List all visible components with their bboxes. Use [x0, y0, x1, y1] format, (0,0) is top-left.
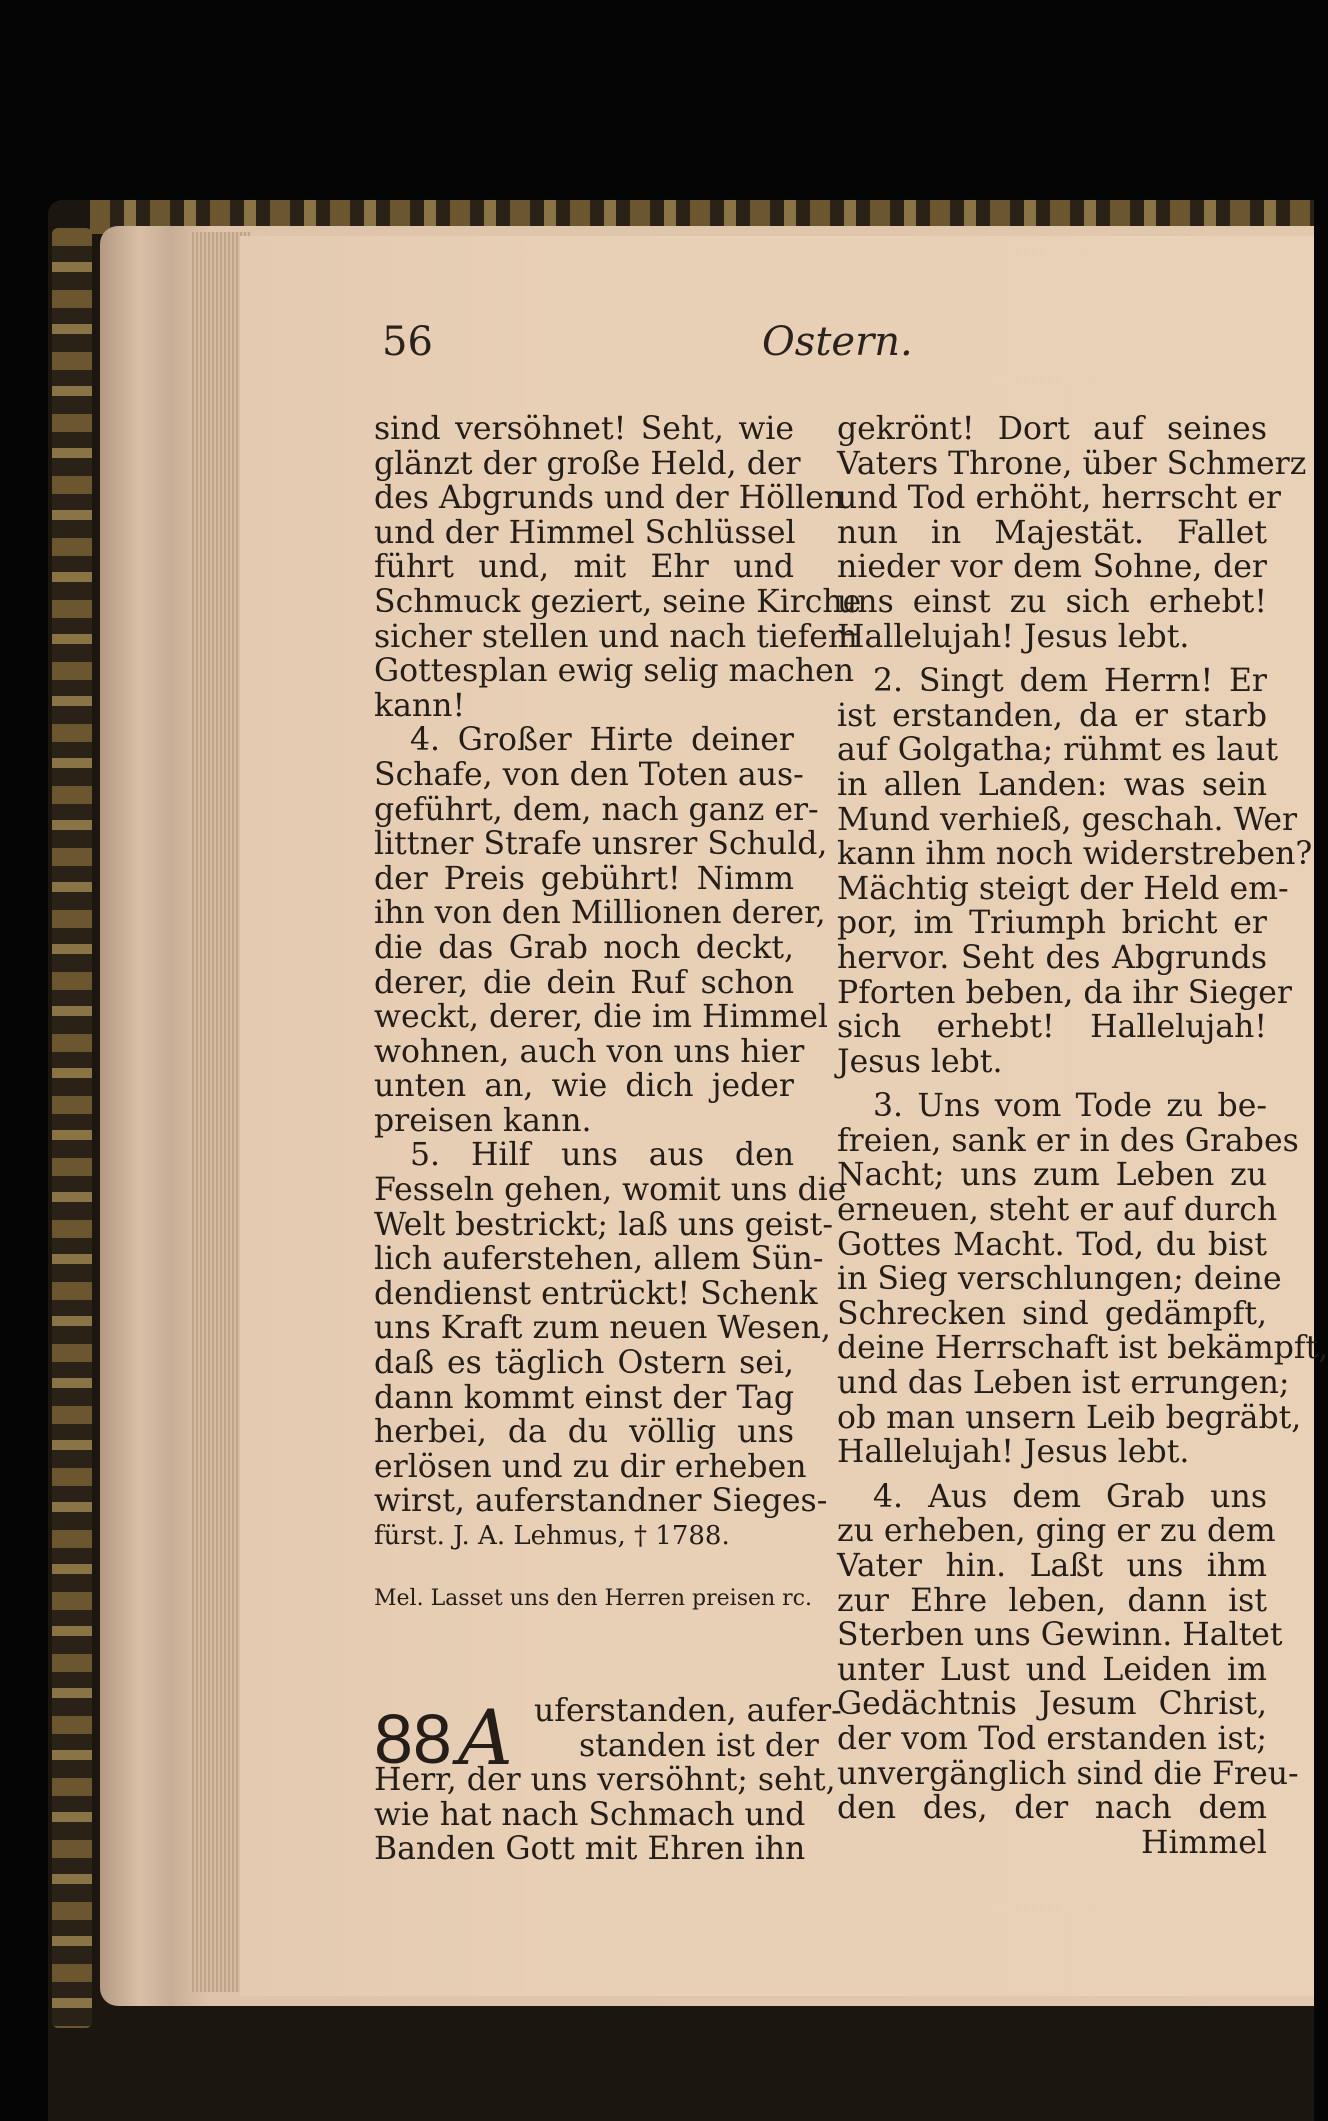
page-number: 56	[382, 319, 433, 365]
text-line: auf Golgatha; rühmt es laut	[837, 732, 1279, 769]
text-line: uferstanden, aufer-	[534, 1693, 842, 1729]
text-line: herbei, da du völlig uns	[374, 1414, 794, 1451]
text-line: dendienst entrückt! Schenk	[374, 1275, 818, 1312]
text-line: Gottes Macht. Tod, du bist	[837, 1226, 1267, 1263]
text-line: zu erheben, ging er zu dem	[837, 1513, 1276, 1550]
text-line: in allen Landen: was sein	[837, 766, 1267, 803]
text-line: ihn von den Millionen derer,	[374, 895, 826, 932]
text-line: hervor. Seht des Abgrunds	[837, 939, 1267, 976]
hymn-initial: A	[458, 1693, 513, 1782]
text-line: dann kommt einst der Tag	[374, 1379, 794, 1416]
text-line: Nacht; uns zum Leben zu	[837, 1157, 1267, 1194]
text-line: Sterben uns Gewinn. Haltet	[837, 1617, 1283, 1654]
section-title: Ostern.	[762, 319, 913, 365]
hymn-number: 88	[374, 1700, 452, 1778]
text-line: Schmuck geziert, seine Kirche	[374, 583, 862, 620]
melody-line: Mel. Lasset uns den Herren preisen rc.	[374, 1585, 812, 1611]
text-line: und Tod erhöht, herrscht er	[837, 480, 1281, 517]
text-line: Pforten beben, da ihr Sieger	[837, 974, 1292, 1011]
hymn-text	[374, 1693, 842, 1868]
verse-start: 3. Uns vom Tode zu be-	[873, 1088, 1267, 1125]
text-line: ist erstanden, da er starb	[837, 697, 1267, 734]
text-line: standen ist der	[579, 1727, 819, 1764]
text-line: uns Kraft zum neuen Wesen,	[374, 1310, 831, 1347]
text-line: Welt bestrickt; laß uns geist-	[374, 1206, 833, 1243]
text-line: littner Strafe unsrer Schuld,	[374, 826, 828, 863]
text-line: in Sieg verschlungen; deine	[837, 1261, 1282, 1298]
text-line: und der Himmel Schlüssel	[374, 514, 796, 551]
text-line: Hallelujah! Jesus lebt.	[837, 1434, 1190, 1471]
text-line: kann!	[374, 687, 466, 724]
verse-start: 2. Singt dem Herrn! Er	[873, 663, 1267, 700]
text-line: sich erhebt! Hallelujah!	[837, 1009, 1267, 1046]
text-line: derer, die dein Ruf schon	[374, 964, 794, 1001]
text-line: wirst, auferstandner Sieges-	[374, 1483, 828, 1520]
text-line: ob man unsern Leib begräbt,	[837, 1399, 1302, 1436]
text-line: wie hat nach Schmach und	[374, 1796, 806, 1833]
text-line: Vater hin. Laßt uns ihm	[837, 1548, 1267, 1584]
text-line: und das Leben ist errungen;	[837, 1365, 1290, 1402]
text-line: kann ihm noch widerstreben?	[837, 836, 1313, 873]
cover-side-ornament	[52, 228, 92, 2028]
text-line: daß es täglich Ostern sei,	[374, 1345, 794, 1382]
text-line: Schafe, von den Toten aus-	[374, 756, 804, 793]
left-column	[374, 411, 862, 1616]
right-column	[837, 411, 1328, 1861]
text-line: führt und, mit Ehr und	[374, 549, 794, 586]
text-line: freien, sank er in des Grabes	[837, 1122, 1299, 1159]
text-line: Mächtig steigt der Held em-	[837, 870, 1289, 907]
text-line: unten an, wie dich jeder	[374, 1068, 794, 1105]
verse-start: 4. Großer Hirte deiner	[410, 722, 794, 759]
text-line: sind versöhnet! Seht, wie	[374, 411, 794, 447]
catchword: Himmel	[1141, 1824, 1267, 1861]
text-line: Hallelujah! Jesus lebt.	[837, 618, 1190, 655]
text-line: Fesseln gehen, womit uns die	[374, 1172, 847, 1209]
text-line: por, im Triumph bricht er	[837, 905, 1267, 942]
text-line: Herr, der uns versöhnt; seht,	[374, 1762, 836, 1799]
text-line: Jesus lebt.	[837, 1043, 1003, 1080]
text-line: die das Grab noch deckt,	[374, 929, 794, 966]
text-line: den des, der nach dem	[837, 1790, 1267, 1827]
text-line: Gottesplan ewig selig machen	[374, 653, 855, 690]
text-line: geführt, dem, nach ganz er-	[374, 791, 819, 828]
text-line: erlösen und zu dir erheben	[374, 1448, 807, 1485]
text-line: zur Ehre leben, dann ist	[837, 1582, 1267, 1619]
text-line: Mund verhieß, geschah. Wer	[837, 801, 1298, 838]
text-line: weckt, derer, die im Himmel	[374, 999, 828, 1036]
text-line: gekrönt! Dort auf seines	[837, 411, 1267, 447]
text-line: wohnen, auch von uns hier	[374, 1033, 805, 1070]
text-line: unvergänglich sind die Freu-	[837, 1755, 1299, 1792]
text-line: erneuen, steht er auf durch	[837, 1192, 1278, 1229]
text-line: sicher stellen und nach tiefem	[374, 618, 858, 655]
text-line: lich auferstehen, allem Sün-	[374, 1241, 824, 1278]
text-line: uns einst zu sich erhebt!	[837, 583, 1267, 620]
hymn-88	[374, 1693, 842, 1868]
text-line: deine Herrschaft ist bekämpft,	[837, 1330, 1328, 1367]
text-line: Vaters Throne, über Schmerz	[837, 445, 1307, 482]
text-line: preisen kann.	[374, 1102, 592, 1139]
author-line: fürst. J. A. Lehmus, † 1788.	[374, 1521, 730, 1551]
text-line: unter Lust und Leiden im	[837, 1651, 1267, 1688]
verse-start: 5. Hilf uns aus den	[410, 1137, 794, 1174]
verse-start: 4. Aus dem Grab uns	[873, 1478, 1267, 1515]
text-line: nun in Majestät. Fallet	[837, 514, 1267, 551]
text-line: Gedächtnis Jesum Christ,	[837, 1686, 1267, 1723]
text-line: nieder vor dem Sohne, der	[837, 549, 1267, 586]
text-line: glänzt der große Held, der	[374, 445, 801, 482]
text-line: Schrecken sind gedämpft,	[837, 1295, 1267, 1332]
text-line: Banden Gott mit Ehren ihn	[374, 1831, 806, 1868]
text-line: der vom Tod erstanden ist;	[837, 1720, 1267, 1757]
text-line: der Preis gebührt! Nimm	[374, 860, 794, 897]
text-line: des Abgrunds und der Höllen	[374, 480, 845, 517]
